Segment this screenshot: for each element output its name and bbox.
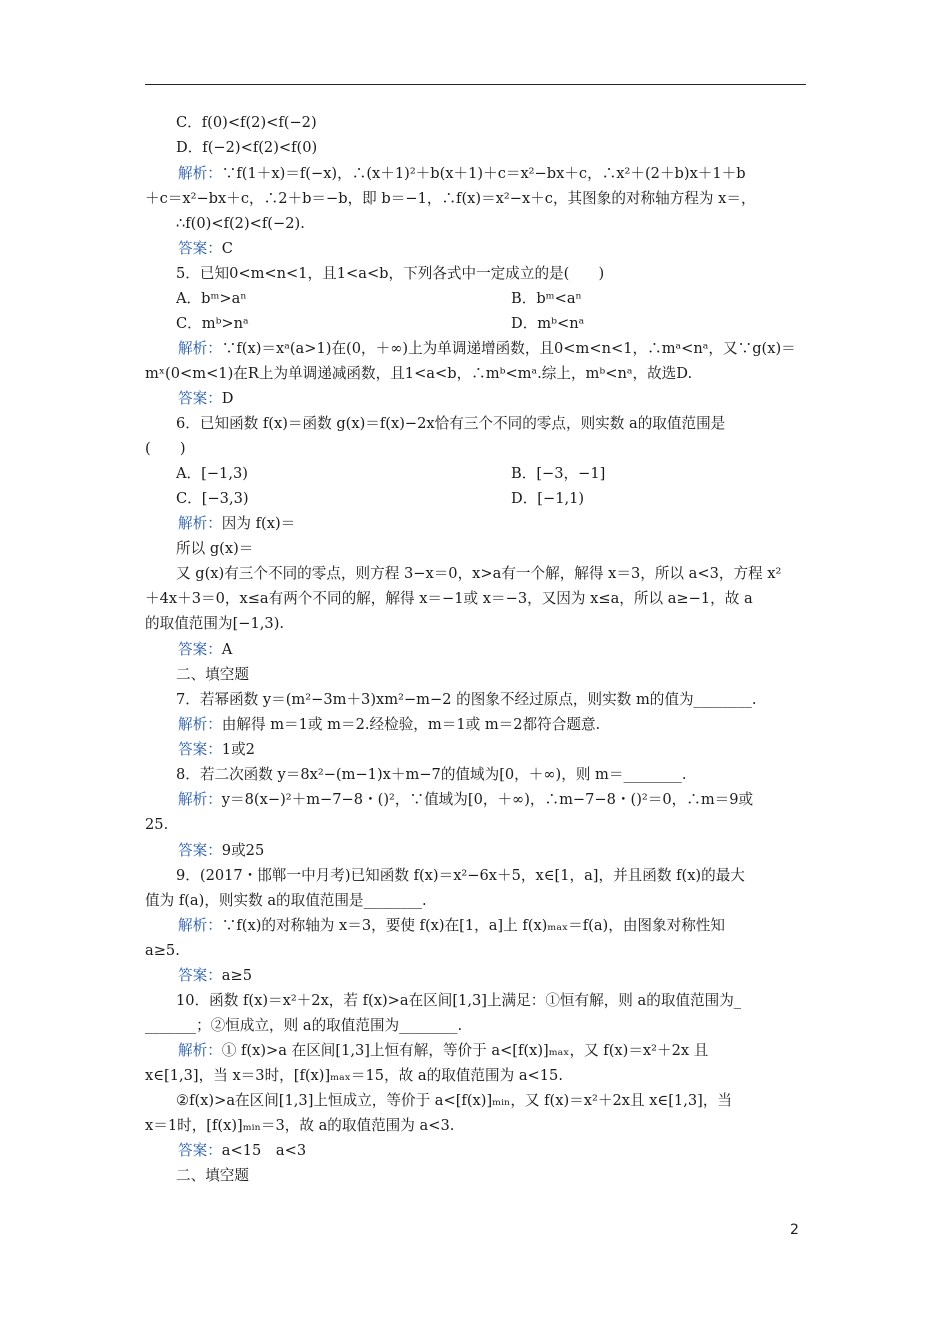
section-label: 解析： [178,716,222,733]
section-label: 解析： [178,791,222,808]
line-text: A．bᵐ>aⁿ [176,290,247,307]
text-line [145,916,806,936]
section-label: 解析： [178,165,222,182]
text-line [145,1141,806,1161]
line-text: 的取值范围为[−1,3). [145,615,285,632]
text-line [145,1116,806,1136]
line-text: 由解得 m＝1或 m＝2.经检验，m＝1或 m＝2都符合题意. [221,716,601,733]
line-text: 6．已知函数 f(x)＝函数 g(x)＝f(x)−2x恰有三个不同的零点，则实数 a的取值范围是 [176,415,726,432]
text-line [145,640,806,660]
text-line [145,564,806,584]
text-line [145,614,806,634]
section-label: 解析： [178,340,222,357]
line-text: 8．若二次函数 y＝8x²−(m−1)x＋m−7的值域为[0，＋∞)，则 m＝________. [176,766,687,783]
text-line [145,740,806,760]
option-right-column: B．[−3，−1] [511,465,606,482]
line-text: ∵f(1＋x)＝f(−x)，∴(x＋1)²＋b(x＋1)＋c＝x²−bx＋c，∴x²＋(2＋b)x＋1＋b [221,165,746,182]
line-text: ∵f(x)＝xᵃ(a>1)在(0，＋∞)上为单调递增函数，且0<m<n<1，∴mᵃ<nᵃ，又∵g(x)＝ [221,340,796,357]
text-line [145,264,806,284]
text-line [145,891,806,911]
line-text: 因为 f(x)＝ [221,515,296,532]
line-text: mˣ(0<m<1)在R上为单调递减函数，且1<a<b，∴mᵇ<mᵃ.综上，mᵇ<nᵃ，故选D. [145,365,693,382]
line-text: _______；②恒成立，则 a的取值范围为________. [145,1017,463,1034]
header-rule [145,84,806,85]
line-text: C．mᵇ>nᵃ [176,315,249,332]
section-label: 解析： [178,917,222,934]
line-text: 25. [145,816,169,833]
text-line [145,1166,806,1186]
line-text: ( ) [145,440,186,457]
text-line [145,164,806,184]
option-right-column: D．[−1,1) [511,490,585,507]
text-line [145,991,806,1011]
text-line [145,214,806,234]
text-line [145,189,806,209]
text-line [145,665,806,685]
text-line [145,966,806,986]
line-text: 1或2 [221,741,255,758]
section-label: 答案： [178,240,222,257]
line-text: 所以 g(x)＝ [176,540,254,557]
line-text: A．[−1,3) [176,465,248,482]
text-line [145,941,806,961]
section-label: 解析： [178,1042,222,1059]
section-label: 解析： [178,515,222,532]
line-text: D．f(−2)<f(2)<f(0) [176,139,318,156]
page-number: 2 [790,1222,799,1238]
line-text: x＝1时，[f(x)]ₘᵢₙ＝3，故 a的取值范围为 a<3. [145,1117,455,1134]
section-label: 答案： [178,842,222,859]
text-line [145,539,806,559]
line-text: ∵f(x)的对称轴为 x＝3，要使 f(x)在[1，a]上 f(x)ₘₐₓ＝f(a)，由图象对称性知 [221,917,725,934]
section-label: 答案： [178,641,222,658]
text-line [145,314,806,334]
text-line [145,841,806,861]
line-text: a≥5 [221,967,253,984]
line-text: C [221,240,233,257]
text-line [145,765,806,785]
text-line [145,715,806,735]
line-text: A [221,641,233,658]
text-line [145,414,806,434]
line-text: ∴f(0)<f(2)<f(−2). [176,215,305,232]
line-text: 二、填空题 [176,1167,249,1184]
line-text: x∈[1,3]，当 x＝3时，[f(x)]ₘₐₓ＝15，故 a的取值范围为 a<15. [145,1067,563,1084]
line-text: a<15 a<3 [221,1142,307,1159]
line-text: ＋4x＋3＝0，x≤a有两个不同的解，解得 x＝−1或 x＝−3，又因为 x≤a，所以 a≥−1，故 a [145,590,753,607]
line-text: a≥5. [145,942,180,959]
text-line [145,589,806,609]
text-line [145,464,806,484]
section-label: 答案： [178,390,222,407]
text-line [145,389,806,409]
line-text: 二、填空题 [176,666,249,683]
text-line [145,364,806,384]
text-line [145,815,806,835]
line-text: 9或25 [221,842,265,859]
text-line [145,439,806,459]
line-text: ① f(x)>a 在区间[1,3]上恒有解，等价于 a<[f(x)]ₘₐₓ，又 f(x)＝x²＋2x 且 [221,1042,709,1059]
text-line [145,790,806,810]
line-text: y＝8(x−)²＋m−7−8・()²，∵值域为[0，＋∞)，∴m−7−8・()²＝0，∴m＝9或 [221,791,754,808]
text-line [145,1016,806,1036]
option-right-column: B．bᵐ<aⁿ [511,290,582,307]
line-text: 10．函数 f(x)＝x²＋2x，若 f(x)>a在区间[1,3]上满足：①恒有解，则 a的取值范围为_ [176,992,742,1009]
text-line [145,138,806,158]
line-text: ＋c＝x²−bx＋c，∴2＋b＝−b，即 b＝−1，∴f(x)＝x²−x＋c，其图象的对称轴方程为 x＝， [145,190,756,207]
line-text: 9．(2017・邯郸一中月考)已知函数 f(x)＝x²−6x＋5，x∈[1，a]，并且函数 f(x)的最大 [176,867,745,884]
text-line [145,113,806,133]
section-label: 答案： [178,967,222,984]
text-line [145,866,806,886]
text-line [145,239,806,259]
text-line [145,339,806,359]
line-text: 5．已知0<m<n<1，且1<a<b，下列各式中一定成立的是( ) [176,265,605,282]
text-line [145,1041,806,1061]
text-line [145,1091,806,1111]
line-text: C．f(0)<f(2)<f(−2) [176,114,317,131]
line-text: C．[−3,3) [176,490,249,507]
section-label: 答案： [178,741,222,758]
text-line [145,489,806,509]
line-text: ②f(x)>a在区间[1,3]上恒成立，等价于 a<[f(x)]ₘᵢₙ，又 f(x)＝x²＋2x且 x∈[1,3]，当 [176,1092,733,1109]
line-text: 7．若幂函数 y＝(m²−3m＋3)xm²−m−2 的图象不经过原点，则实数 m的值为________. [176,691,757,708]
option-right-column: D．mᵇ<nᵃ [511,315,585,332]
line-text: D [221,390,234,407]
text-line [145,1066,806,1086]
line-text: 又 g(x)有三个不同的零点，则方程 3−x＝0，x>a有一个解，解得 x＝3，所以 a<3，方程 x² [176,565,782,582]
line-text: 值为 f(a)，则实数 a的取值范围是________. [145,892,427,909]
text-line [145,289,806,309]
section-label: 答案： [178,1142,222,1159]
text-line [145,690,806,710]
text-line [145,514,806,534]
